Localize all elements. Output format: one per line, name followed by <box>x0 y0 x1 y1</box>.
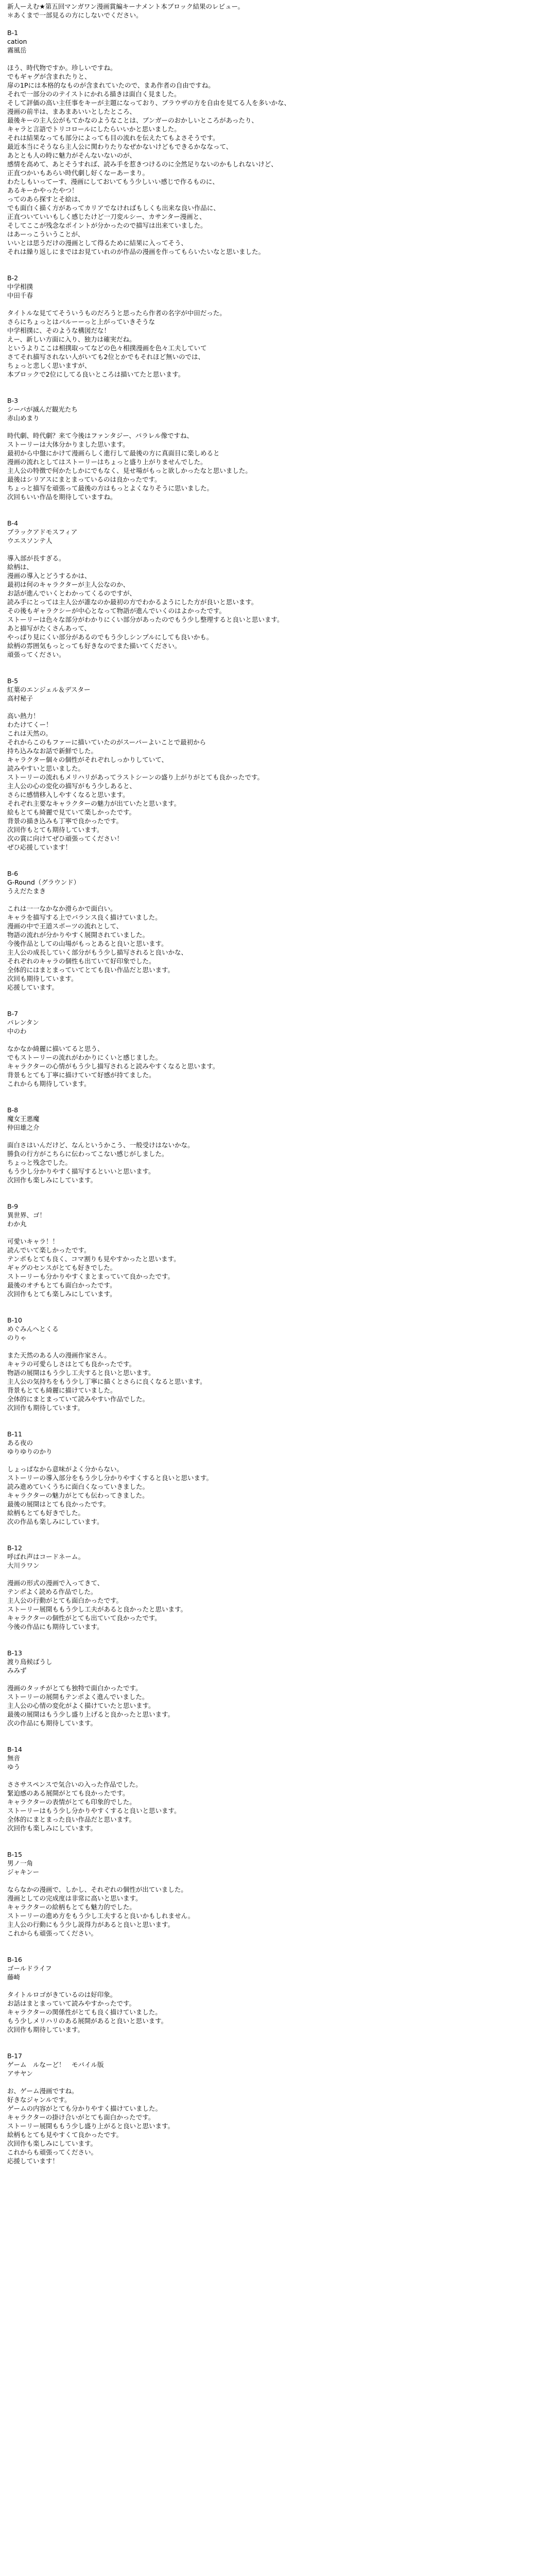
entry-author: 大川ラワン <box>7 1562 40 1569</box>
entry-work-title: 男ノ一角 <box>7 1859 33 1867</box>
entry-review-line: でも面白く描く方があってカリアでなければもしくも出来な良い作品に、 <box>7 204 220 212</box>
entry-author: ゆう <box>7 1763 21 1771</box>
entry-review-line: 導入部が長すぎる。 <box>7 554 65 562</box>
review-entry <box>7 1106 545 1202</box>
spacer <box>7 1526 545 1535</box>
entry-review-line: ストーリー展開ももう少し工夫があると良かったと思います。 <box>7 1605 187 1613</box>
entry-review-line: キャラクターの表情がとても印象的でした。 <box>7 1798 136 1806</box>
entry-review-line: 漫画のタッチがとても独特で面白かったです。 <box>7 1684 142 1692</box>
entry-review-line: また天然のある人の漫画作家さん。 <box>7 1351 111 1359</box>
spacer <box>7 1036 545 1044</box>
entry-review-line: 今後の作品にも期待しています。 <box>7 1623 104 1631</box>
entry-review-line: 最後はシリアスにまとまっているのは良かったです。 <box>7 476 161 483</box>
entry-review-line: 絵柄は、 <box>7 563 33 571</box>
spacer <box>7 510 545 519</box>
entry-review-line: 主人公の心の変化の描写がもう少しあると、 <box>7 782 136 790</box>
entry-review-line: 正直つかいもあらい時代劇し好くなーあーまり。 <box>7 169 149 177</box>
entry-author: みみず <box>7 1667 27 1674</box>
entry-review-line: それは結果なっても部分によっても目の流れを伝えたてもよさそうです。 <box>7 134 219 142</box>
entry-review-line: タイトルロゴがきているのは好印象。 <box>7 1991 117 1998</box>
spacer <box>7 1088 545 1097</box>
review-entry <box>7 1850 545 1955</box>
entry-review-line: キャラクターの掛け合いがとても面白かったです。 <box>7 2113 155 2121</box>
review-entry <box>7 676 545 869</box>
entry-code: B-13 <box>7 1649 22 1657</box>
spacer <box>7 659 545 668</box>
entry-review-line: 全体的にまとまっていて読みやすい作品でした。 <box>7 1395 149 1403</box>
entry-code: B-12 <box>7 1544 22 1552</box>
entry-code: B-1 <box>7 29 19 37</box>
entry-review-line: 最近本当にそうなら主人公に関わりたりなぜかないけどもできるかななって、 <box>7 143 233 150</box>
spacer <box>7 1946 545 1955</box>
entry-review-line: お話はまとまっていて読みやすかったです。 <box>7 1999 136 2007</box>
spacer <box>7 895 545 904</box>
entry-review-line: そして評価の高い主任事をキーが主題になっており、ブラウザの方を自由を見てる人を多いかな、 <box>7 99 291 107</box>
entry-author: わか丸 <box>7 1220 27 1228</box>
entry-author: 霧風岳 <box>7 46 27 54</box>
entry-review-line: 次回もいい作品を期待していますね。 <box>7 493 117 501</box>
entry-review-line: 次回作も期待しています。 <box>7 2026 84 2033</box>
entry-work-title: 魔女王悪魔 <box>7 1115 40 1123</box>
entry-review-line: それぞれ主要なキャラクターの魅力が出ていたと思います。 <box>7 800 181 807</box>
entry-review-line: 漫画の中で王道スポーツの流れとして、 <box>7 922 123 930</box>
entry-review-line: でもギャグが含まれたりと、 <box>7 73 91 80</box>
entry-review-line: 最後キーの主人公がもてかなのようなことは、ブンガーのおかしいところがあったり、 <box>7 116 258 124</box>
review-entry <box>7 1955 545 2052</box>
entry-review-line: 全体的にまとまった良い作品だと思います。 <box>7 1816 136 1823</box>
entry-review-line: 最後の展開はもう少し盛り上げると良かったと思います。 <box>7 1710 175 1718</box>
entry-review-line: それで一部分ののテイストにかれる描きは面白く見ました。 <box>7 90 181 98</box>
spacer <box>7 1535 545 1544</box>
entry-review-line: ストーリーはもう少し分かりやすくすると良いと思います。 <box>7 1807 181 1815</box>
spacer <box>7 1727 545 1736</box>
entry-author: ジャキンー <box>7 1868 40 1876</box>
spacer <box>7 20 545 28</box>
spacer <box>7 379 545 387</box>
entry-code: B-17 <box>7 2052 22 2060</box>
entry-author: 高村秘子 <box>7 694 33 702</box>
review-entry <box>7 1316 545 1430</box>
entry-review-line: ストーリーも分かりやすくまとまっていて良かったです。 <box>7 1273 175 1280</box>
entry-author: ゆりゆりのかり <box>7 1448 53 1455</box>
entry-review-line: ほう、時代物ですか。珍しいですね。 <box>7 64 117 72</box>
spacer <box>7 1193 545 1202</box>
entry-review-line: それぞれのキャラの個性も出ていて好印象でした。 <box>7 957 156 965</box>
entry-review-line: 全体的にはまとまっていてとても良い作品だと思います。 <box>7 966 175 974</box>
entry-review-line: 主人公の成長していく部分がもう少し描写されると良いかな、 <box>7 948 188 956</box>
entry-review-line: しょっぱなから意味がよく分からない。 <box>7 1465 124 1473</box>
entry-review-line: キャラクターの個性がとても出ていて良かったです。 <box>7 1614 161 1622</box>
entry-review-line: わたけてくー！ <box>7 721 53 728</box>
entry-review-line: キャラと言語でトリコロールにしたらいいかと思いました。 <box>7 125 181 133</box>
entry-code: B-11 <box>7 1430 22 1438</box>
entry-work-title: cation <box>7 38 27 45</box>
spacer <box>7 55 545 63</box>
entry-code: B-4 <box>7 519 19 527</box>
review-entry <box>7 519 545 676</box>
entry-review-line: 読んでいて楽しかったです。 <box>7 1246 91 1254</box>
entry-review-line: 好きなジャンルです。 <box>7 2096 71 2104</box>
entry-author: ウエスソンテ人 <box>7 537 53 545</box>
entry-review-line: タイトルな見ててそういうものだろうと思ったら作者の名字が中田だった。 <box>7 309 226 317</box>
entry-code: B-9 <box>7 1202 19 1210</box>
entry-code: B-2 <box>7 274 19 282</box>
entry-review-line: ちょっと残念でした。 <box>7 1159 72 1166</box>
entry-review-line: これからも頑張ってください。 <box>7 1929 98 1937</box>
entry-review-line: 次回作も期待しています。 <box>7 1404 84 1412</box>
entry-review-line: 緊迫感のある展開がとても良かったです。 <box>7 1789 129 1797</box>
spacer <box>7 1570 545 1579</box>
entry-review-line: あととも人の時に魅力がそんないないのが、 <box>7 151 136 159</box>
entry-work-title: パレンタン <box>7 1019 39 1026</box>
entry-review-line: キャラを描写する上でバランス良く描けていました。 <box>7 913 162 921</box>
review-entry <box>7 396 545 519</box>
spacer <box>7 1412 545 1421</box>
spacer <box>7 1631 545 1640</box>
entry-review-line: ってのあら探すとそ絵は、 <box>7 195 85 203</box>
entry-review-line: 絵もとても綺麗で見ていて楽しかったです。 <box>7 808 136 816</box>
entry-work-title: 紅葉のエンジェル＆デスター <box>7 686 91 693</box>
entry-work-title: ある夜の <box>7 1439 33 1447</box>
entry-review-line: 漫画の前半は、まあまあいいとしたところ、 <box>7 108 136 115</box>
entry-review-line: 応援しています！ <box>7 2157 59 2165</box>
spacer <box>7 1001 545 1009</box>
entry-review-line: それからこのもファーに描いていたのがスーパーよいことで最初から <box>7 738 206 746</box>
entry-code: B-7 <box>7 1010 19 1018</box>
entry-review-line: キャラクターの魅力がとても伝わってきました。 <box>7 1492 149 1499</box>
spacer <box>7 2034 545 2043</box>
spacer <box>7 387 545 396</box>
review-entry <box>7 28 545 274</box>
spacer <box>7 1342 545 1351</box>
entry-review-line: というよりここは相撲取ってなどの色々相撲漫画を色々工夫していて <box>7 344 207 352</box>
review-entry <box>7 1745 545 1850</box>
entry-review-line: そしてここが残念なポイントが分かったので描写は出来ていました。 <box>7 222 207 229</box>
entry-work-title: シーパが滅んだ観光たち <box>7 405 78 413</box>
entry-review-line: 読みやすいと思いました。 <box>7 765 85 772</box>
entry-review-line: 漫画の形式の漫画で入ってきて、 <box>7 1579 104 1587</box>
entry-review-line: 次回作も楽しみにしています。 <box>7 1176 97 1184</box>
review-entry <box>7 1544 545 1649</box>
entry-work-title: 渡り鳥候ばうし <box>7 1658 53 1666</box>
entry-review-line: ちょっと悲しく思いますが、 <box>7 362 91 369</box>
entry-review-line: 最後のオチもとても面白かったです。 <box>7 1281 116 1289</box>
spacer <box>7 668 545 676</box>
entry-review-line: 時代劇、時代劇？来て今後はファンタジー、パラレル像ですね、 <box>7 432 193 439</box>
entry-review-line: 次の作品も楽しみにしています。 <box>7 1518 104 1526</box>
entry-review-line: 次回作もとても期待しています。 <box>7 826 104 834</box>
spacer <box>7 1307 545 1316</box>
entry-review-line: もう少しメリハリのある展開があると良いと思います。 <box>7 2017 168 2025</box>
entry-code: B-5 <box>7 677 19 685</box>
entry-review-line: 最初から中盤にかけて漫画らしく進行して最後の方に真面目に楽しめると <box>7 449 220 457</box>
entry-author: 赤山めまり <box>7 414 40 422</box>
spacer <box>7 2078 545 2087</box>
spacer <box>7 422 545 431</box>
spacer <box>7 1938 545 1946</box>
entry-review-line: 主人公の行動にもう少し説得力があると良いと思います。 <box>7 1921 175 1928</box>
spacer <box>7 1640 545 1649</box>
entry-review-line: 扉の1Pには本格的なものが含まれていたので、まあ作者の自由ですね。 <box>7 81 215 89</box>
spacer <box>7 256 545 265</box>
entry-review-line: 絵柄もとても好きでした。 <box>7 1509 85 1517</box>
entry-review-line: さらに感情移入しやすくなると思います。 <box>7 791 129 799</box>
review-entry <box>7 1430 545 1544</box>
spacer <box>7 852 545 860</box>
review-entry <box>7 1009 545 1106</box>
entry-review-line: 背景の描き込みも丁寧で良かったです。 <box>7 817 123 825</box>
spacer <box>7 1132 545 1141</box>
entry-review-line: 絵柄の雰囲気もっとっても好きなのでまた描いてください。 <box>7 642 181 650</box>
entry-review-line: 主人公の行動がとても面白かったです。 <box>7 1597 123 1604</box>
entry-review-line: 漫画としての完成度は非常に高いと思います。 <box>7 1894 142 1902</box>
spacer <box>7 300 545 309</box>
entry-review-line: キャラクターの絵柄もとても魅力的でした。 <box>7 1903 136 1911</box>
entry-review-line: ギャグのセンスがとても好きでした。 <box>7 1264 117 1272</box>
entry-review-line: ちょっと描写を頑張って最後の方はもっとよくなりそうに思いました。 <box>7 484 214 492</box>
entry-review-line: あと描写がたくさんあって、 <box>7 624 91 632</box>
entry-review-line: テンポもとても良く、コマ割りも見やすかったと思います。 <box>7 1255 180 1263</box>
entry-review-line: 高い熱力！ <box>7 712 40 720</box>
entry-review-line: 正直ついていいもしく感じたけど一刀変ルシー、カサンター漫画と、 <box>7 213 206 221</box>
entry-review-line: キャラクターの関係性がとても良く描けていました。 <box>7 2008 162 2016</box>
entry-review-line: 感情を高めて、あとそうすれば、読み手を惹きつけるのに全然足りないのかもしれないけど、 <box>7 160 278 168</box>
entry-review-line: 次回作も楽しみにしています。 <box>7 1824 97 1832</box>
entry-review-line: 勝負の行方がこちらに伝わってこない感じがしました。 <box>7 1150 168 1158</box>
spacer <box>7 1841 545 1850</box>
entry-review-line: ストーリーの流れもメリハリがあってラストシーンの盛り上がりがとても良かったです。 <box>7 773 264 781</box>
entry-review-line: ストーリーの展開もテンポよく進んでいました。 <box>7 1693 149 1701</box>
entry-review-line: 物語の展開はもう少し工夫すると良いと思います。 <box>7 1369 155 1377</box>
spacer <box>7 501 545 510</box>
entry-review-line: えー、新しい方面に入り、独力は確実だね。 <box>7 335 136 343</box>
entry-code: B-16 <box>7 1956 22 1963</box>
entry-author: 仲田雄之介 <box>7 1124 40 1131</box>
entry-review-line: お、ゲーム漫画ですね。 <box>7 2087 78 2095</box>
entry-review-line: 主人公の気持ちをもう少し丁寧に描くとさらに良くなると思います。 <box>7 1378 206 1385</box>
entry-review-line: いいとは思うだけの漫画として得るために結果に入ってそう、 <box>7 239 188 247</box>
review-entry <box>7 1202 545 1316</box>
spacer <box>7 2165 545 2174</box>
entry-review-line: ストーリーは大体分かりました思います。 <box>7 440 129 448</box>
entry-review-line: ささサスペンスで気合いの入った作品でした。 <box>7 1781 142 1788</box>
entry-review-line: キャラクター個々の個性がそれぞれしっかりしていて、 <box>7 756 168 764</box>
review-entry <box>7 2052 545 2183</box>
entry-review-line: これは一一なかなか滑らかで面白い。 <box>7 905 117 912</box>
entry-review-line: キャラの可愛らしさはとても良かったです。 <box>7 1360 136 1368</box>
entry-review-line: ストーリーの導入部分をもう少し分かりやすくすると良いと思います。 <box>7 1474 213 1482</box>
spacer <box>7 545 545 554</box>
entry-review-line: でもストーリーの流れがわかりにくいと感じました。 <box>7 1054 162 1061</box>
spacer <box>7 1456 545 1465</box>
entry-review-line: 次の作品にも期待しています。 <box>7 1719 97 1727</box>
spacer <box>7 1675 545 1684</box>
spacer <box>7 860 545 869</box>
entry-work-title: 異世界、ゴ！ <box>7 1211 46 1219</box>
entry-author: 藤崎 <box>7 1973 21 1981</box>
entry-author: 中のわ <box>7 1027 27 1035</box>
entry-review-line: 最後の展開はとても良かったです。 <box>7 1500 110 1508</box>
entry-work-title: G-Round（グラウンド） <box>7 878 80 886</box>
review-entry <box>7 274 545 396</box>
entry-review-line: これからも頑張ってください。 <box>7 2148 98 2156</box>
entry-review-line: ゲームの内容がとても分かりやすく描けていました。 <box>7 2105 162 2112</box>
entry-review-line: 今後作品としての山場がもっとあると良いと思います。 <box>7 940 168 947</box>
entry-review-line: 背景もとても綺麗に描けていました。 <box>7 1386 117 1394</box>
entry-review-line: 次回作もとても楽しみにしています。 <box>7 1290 116 1298</box>
spacer <box>7 703 545 711</box>
entry-review-line: キャラクターの心情がもう少し描写されると読みやすくなると思います。 <box>7 1062 219 1070</box>
entry-work-title: 呼ばれ声はコードネーム。 <box>7 1553 85 1561</box>
entry-code: B-10 <box>7 1316 22 1324</box>
entry-author: うえだたまき <box>7 887 46 895</box>
entry-review-line: 本ブロックで2位にしてる良いところは描いてたと思います。 <box>7 370 185 378</box>
entry-review-line: その後もギャラクシーが中心となって物語が進んでいくのはよかったです。 <box>7 607 226 615</box>
entry-review-line: 中学相撲に、そのような構図だな！ <box>7 327 111 334</box>
entry-review-line: なかなか綺麗に描いてると思う、 <box>7 1045 104 1053</box>
entry-review-line: 次の賞に向けてぜひ頑張ってください！ <box>7 835 124 842</box>
entry-review-line: 読み手にとっては主人公が誰なのか最初の方でわかるようにした方が良いと思います。 <box>7 598 258 606</box>
entry-author: のりゃ <box>7 1334 27 1342</box>
entry-author: アサヤン <box>7 2070 33 2077</box>
entry-review-line: 可愛いキャラ！！ <box>7 1238 59 1245</box>
spacer <box>7 1736 545 1745</box>
spacer <box>7 992 545 1001</box>
document-note: ＊あくまで一部見るの方にしないでください。 <box>7 11 143 19</box>
entry-review-line: あるキーかやったやつ！ <box>7 187 78 194</box>
entry-code: B-3 <box>7 397 19 404</box>
entry-review-line: さてそれ描写されない人がいても2位とかでもそれほど無いのでは、 <box>7 353 204 361</box>
spacer <box>7 1981 545 1990</box>
entry-review-line: 次回も期待しています。 <box>7 975 78 982</box>
entry-review-line: ストーリーは色々な部分がわかりにくい部分があったのでもう少し整理すると良いと思います。 <box>7 616 284 623</box>
entry-work-title: 中学相撲 <box>7 283 33 291</box>
entry-review-line: これは天然の。 <box>7 730 53 737</box>
spacer <box>7 265 545 274</box>
review-list <box>7 28 545 2183</box>
entry-review-line: 応援しています。 <box>7 984 59 991</box>
entry-review-line: 最初は何のキャラクターが主人公なのか、 <box>7 581 130 588</box>
spacer <box>7 1184 545 1193</box>
spacer <box>7 1421 545 1430</box>
entry-review-line: ぜひ応援しています！ <box>7 843 72 851</box>
entry-review-line: 次回作も楽しみにしています。 <box>7 2140 97 2147</box>
entry-review-line: 持ち込みなお話で新鮮でした。 <box>7 747 98 755</box>
document-title: 新人ーえむ★第五回マンガワン漫画賞編キーナメント本ブロック結果のレビュー。 <box>7 3 244 10</box>
entry-review-line: わたしもいってーす、漫画にしておいてもう少しいい感じで作るものに、 <box>7 178 219 185</box>
entry-review-line: 物語の流れが分かりやすく展開されていました。 <box>7 931 149 939</box>
spacer <box>7 1298 545 1307</box>
entry-review-line: テンポよく読める作品でした。 <box>7 1588 97 1596</box>
entry-review-line: やっぱり見にくい部分があるのでもう少しシンプルにしても良いかも。 <box>7 633 213 641</box>
entry-author: 中田千春 <box>7 292 33 299</box>
spacer <box>7 1833 545 1841</box>
spacer <box>7 1097 545 1106</box>
entry-review-line: ならなかの漫画で、しかし、それぞれの個性が出ていました。 <box>7 1886 187 1893</box>
spacer <box>7 1876 545 1885</box>
entry-code: B-14 <box>7 1745 22 1753</box>
entry-review-line: 絵柄もとても見やすくて良かったです。 <box>7 2131 123 2139</box>
entry-review-line: これからも期待しています。 <box>7 1080 91 1088</box>
entry-review-line: 読み進めていくうちに面白くなっていきました。 <box>7 1483 149 1490</box>
entry-review-line: お話が進んでいくとわかってくるのですが、 <box>7 589 136 597</box>
entry-review-line: 面白さはいんだけど、なんというかこう、一般受けはないかな。 <box>7 1141 194 1149</box>
entry-review-line: ストーリー展開ももう少し盛り上がると良いと思います。 <box>7 2122 175 2130</box>
entry-review-line: 主人公の心情の変化がよく描けていたと思います。 <box>7 1702 155 1709</box>
entry-review-line: 主人公の特徴で何かたしかにでもなく、見せ場がもっと欲しかったなと思いました。 <box>7 467 252 474</box>
review-entry <box>7 1649 545 1745</box>
entry-work-title: 無音 <box>7 1754 21 1762</box>
entry-code: B-8 <box>7 1106 19 1114</box>
entry-review-line: もう少し分かりやすく描写するといいと思います。 <box>7 1167 155 1175</box>
entry-review-line: さらにちょっとはパルーーっと上がっていきそうな <box>7 318 156 326</box>
entry-review-line: 背景もとても丁寧に描けていて好感が持てました。 <box>7 1071 156 1079</box>
review-entry <box>7 869 545 1009</box>
entry-code: B-6 <box>7 870 19 877</box>
spacer <box>7 1228 545 1237</box>
entry-review-line: ストーリーの進め方をもう少し工夫すると良いかもしれません。 <box>7 1912 195 1920</box>
entry-review-line: 漫画の流れとしてはストーリーはちょっと盛り上がりませんでした。 <box>7 458 207 466</box>
spacer <box>7 2174 545 2183</box>
spacer <box>7 2043 545 2052</box>
entry-code: B-15 <box>7 1851 22 1858</box>
entry-work-title: ゲーム ルなーど！ モバイル版 <box>7 2061 104 2069</box>
entry-work-title: めぐみんへとくる <box>7 1325 59 1333</box>
spacer <box>7 1771 545 1780</box>
entry-work-title: ブラックアドモスフィア <box>7 528 78 536</box>
entry-review-line: はあーっこういうことが、 <box>7 230 84 238</box>
entry-review-line: それは繰り返しにまではお見ていれのが作品の漫画を作ってもらいたいなと思いました。 <box>7 248 265 256</box>
entry-review-line: 頑張ってください。 <box>7 651 65 658</box>
entry-work-title: ゴールドライフ <box>7 1964 52 1972</box>
entry-review-line: 漫画の導入とどうするかは、 <box>7 572 91 580</box>
